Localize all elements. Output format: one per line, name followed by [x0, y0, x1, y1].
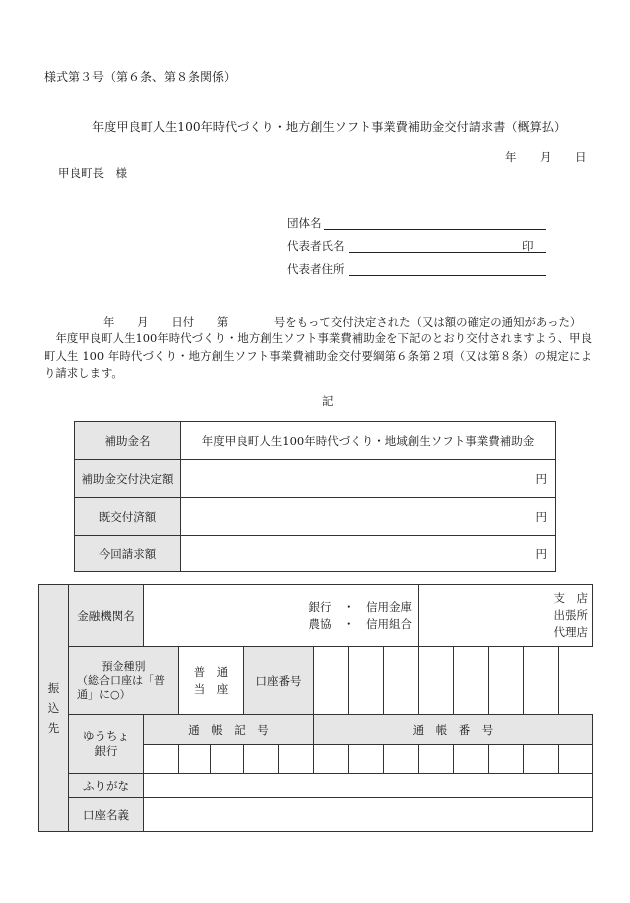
decision-amount-label: 補助金交付決定額 [75, 460, 181, 498]
summary-table [74, 421, 556, 572]
furigana-label: ふりがな [69, 774, 144, 798]
account-digit-cell[interactable] [489, 647, 524, 715]
addressee: 甲良町長 様 [58, 166, 127, 180]
deposit-type-field[interactable] [179, 647, 244, 715]
subsidy-name-label: 補助金名 [75, 422, 181, 460]
table-row [39, 798, 593, 832]
subsidy-name-value: 年度甲良町人生100年時代づくり・地域創生ソフト事業費補助金 [181, 422, 556, 460]
date-month: 月 [540, 150, 552, 164]
table-row [75, 422, 556, 460]
ki-heading: 記 [322, 394, 334, 408]
passbook-symbol-cell[interactable] [244, 745, 279, 774]
decision-amount-field[interactable]: 円 [181, 460, 556, 498]
paid-amount-label: 既交付済額 [75, 498, 181, 536]
passbook-number-cell[interactable] [419, 745, 454, 774]
account-digit-cell[interactable] [314, 647, 349, 715]
table-row [75, 498, 556, 536]
side-label-char: 先 [47, 721, 60, 735]
date-day: 日 [575, 150, 587, 164]
table-row [39, 715, 593, 745]
account-digit-cell[interactable] [419, 647, 454, 715]
rep-address-label: 代表者住所 [287, 262, 345, 276]
deposit-type-option: 当 座 [193, 681, 229, 696]
seal-mark: 印 [522, 239, 534, 253]
page-title: 年度甲良町人生100年時代づくり・地方創生ソフト事業費補助金交付請求書（概算払） [92, 120, 567, 134]
side-label-char: 振 [47, 681, 60, 695]
deposit-type-note: （総合口座は「普通」に○） [77, 673, 165, 701]
deposit-type-title: 預金種別 [101, 659, 146, 673]
institution-field[interactable] [144, 585, 419, 647]
account-name-field[interactable] [144, 798, 593, 832]
org-name-label: 団体名 [287, 216, 322, 230]
account-number-label: 口座番号 [244, 647, 314, 715]
institution-label: 金融機関名 [69, 585, 144, 647]
branch-field[interactable] [419, 585, 593, 647]
form-number: 様式第３号（第６条、第８条関係） [44, 70, 237, 84]
passbook-number-cell[interactable] [314, 745, 349, 774]
bank-type-option: 銀行 ・ 信用金庫 [308, 599, 412, 614]
table-row [75, 460, 556, 498]
branch-type-option: 代理店 [553, 625, 589, 639]
passbook-symbol-cell[interactable] [144, 745, 179, 774]
account-name-label: 口座名義 [69, 798, 144, 832]
account-digit-cell[interactable] [524, 647, 559, 715]
body-paragraph: 年度甲良町人生100年時代づくり・地方創生ソフト事業費補助金を下記のとおり交付されますよう、甲良町人生 100 年時代づくり・地方創生ソフト事業費補助金交付要綱第６条第２項（又は第８条）の規定により請求します。 [44, 331, 592, 380]
passbook-number-cell[interactable] [559, 745, 593, 774]
table-row [39, 585, 593, 647]
side-label-char: 込 [47, 701, 60, 715]
table-row [39, 647, 593, 715]
branch-type-option: 出張所 [553, 608, 589, 622]
request-amount-field[interactable]: 円 [181, 536, 556, 572]
yucho-label: ゆうちょ銀行 [69, 715, 144, 774]
request-amount-label: 今回請求額 [75, 536, 181, 572]
deposit-type-label [69, 647, 179, 715]
bank-table [38, 584, 593, 832]
body-line-1: 年 月 日付 第 号をもって交付決定された（又は額の確定の通知があった） [103, 315, 582, 329]
rep-name-field[interactable] [349, 252, 546, 253]
rep-name-label: 代表者氏名 [287, 239, 345, 253]
rep-address-field[interactable] [349, 275, 546, 276]
account-digit-cell[interactable] [349, 647, 384, 715]
table-row [39, 774, 593, 798]
deposit-type-option: 普 通 [193, 664, 229, 679]
passbook-number-label: 通 帳 番 号 [314, 715, 593, 745]
passbook-number-cell[interactable] [384, 745, 419, 774]
transfer-destination-label [39, 585, 69, 832]
table-row [75, 536, 556, 572]
passbook-symbol-label: 通 帳 記 号 [144, 715, 314, 745]
paid-amount-field[interactable]: 円 [181, 498, 556, 536]
passbook-symbol-cell[interactable] [279, 745, 314, 774]
org-name-field[interactable] [324, 229, 546, 230]
bank-type-option: 農協 ・ 信用組合 [308, 616, 412, 631]
passbook-number-cell[interactable] [349, 745, 384, 774]
account-digit-cell[interactable] [384, 647, 419, 715]
furigana-field[interactable] [144, 774, 593, 798]
passbook-number-cell[interactable] [454, 745, 489, 774]
passbook-number-cell[interactable] [524, 745, 559, 774]
passbook-number-cell[interactable] [489, 745, 524, 774]
date-year: 年 [505, 150, 517, 164]
passbook-symbol-cell[interactable] [211, 745, 244, 774]
branch-type-option: 支 店 [553, 591, 589, 605]
passbook-symbol-cell[interactable] [179, 745, 211, 774]
account-digit-cell[interactable] [454, 647, 489, 715]
